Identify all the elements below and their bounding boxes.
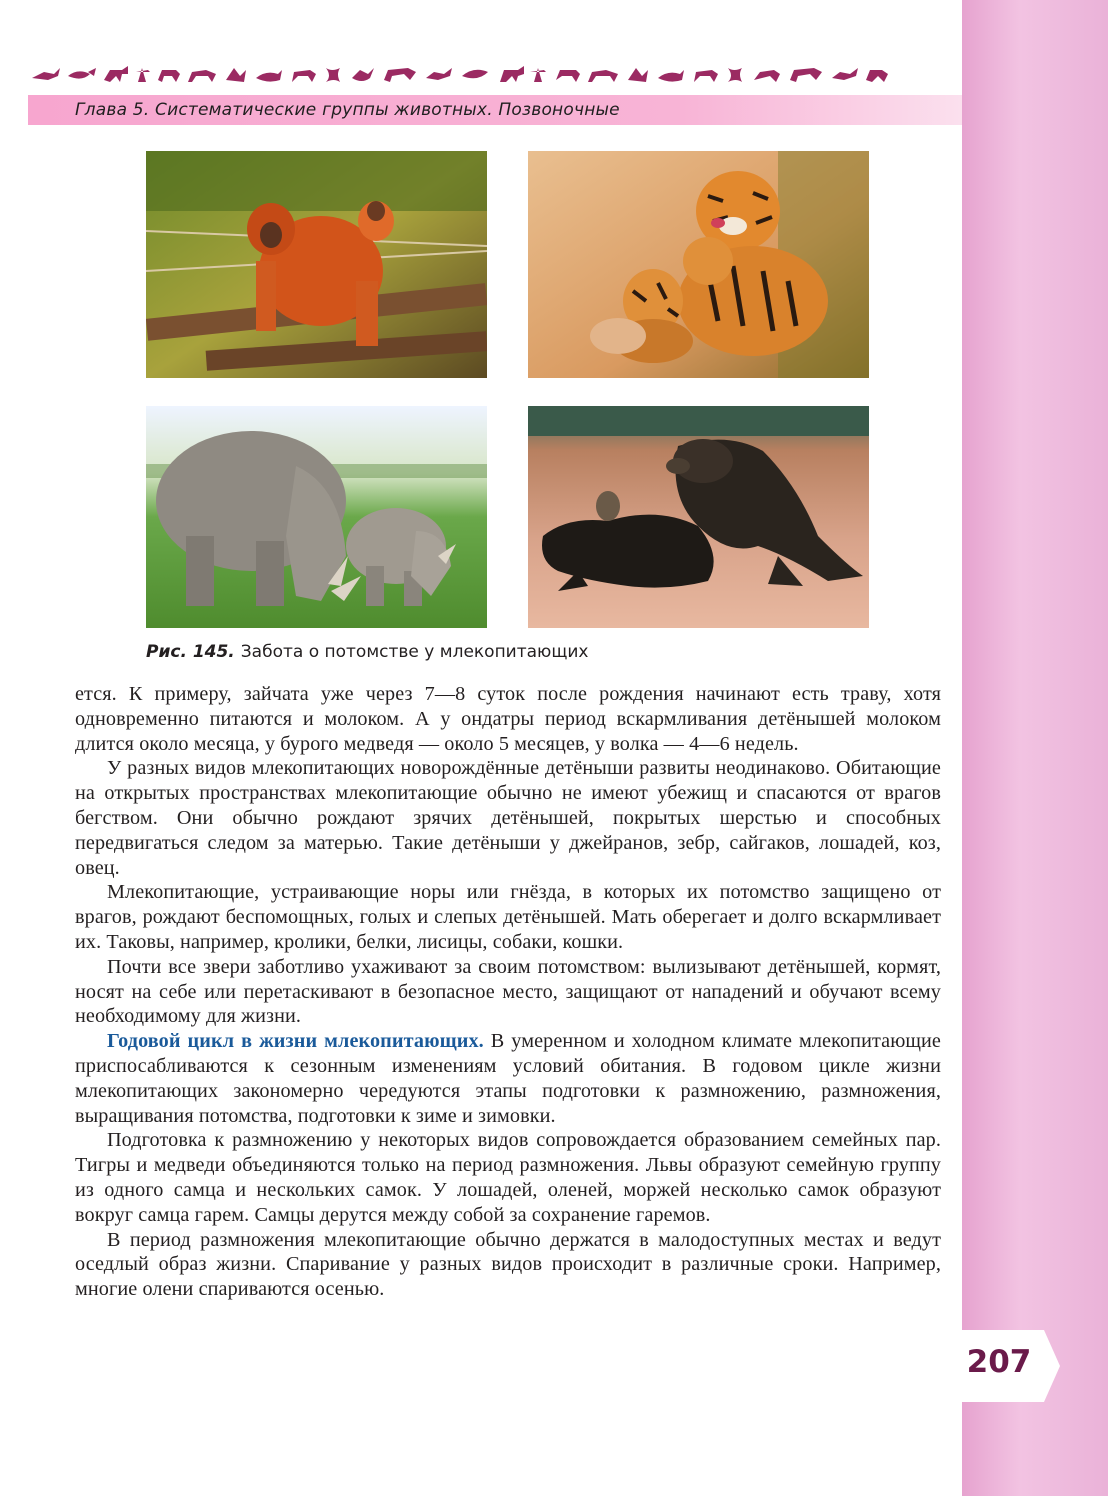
paragraph-4: Почти все звери заботливо ухаживают за своим потомством: вылизывают детёнышей, кормят, носят на себе или перетаскивают в безопасное место, защищают от нападений и обучают всему необходимому для жизни.	[75, 955, 941, 1028]
paragraph-6: Подготовка к размножению у некоторых видов сопровождается образованием семейных пар. Тигры и медведи объединяются только на период размножения. Львы образуют семейную группу из одного самца и нескольких самок. У лошадей, оленей, моржей несколько самок образуют вокруг самца гарем. Самцы дерутся между собой за сохранение гаремов.	[75, 1129, 941, 1226]
paragraph-5-text: В умеренном и холодном климате млекопитающие приспосабливаются к сезонным изменениям условий обитания. В годовом цикле жизни млекопитающих закономерно чередуются этапы подготовки к размножению, размножения, выращивания потомства, подготовки к зиме и зимовки.	[75, 1030, 941, 1127]
paragraph-2: У разных видов млекопитающих новорождённые детёныши развиты неодинаково. Обитающие на открытых пространствах млекопитающие обычно не имеют убежищ и спасаются от врагов бегством. Они обычно рождают зрячих детёнышей, покрытых шерстью и способных передвигаться следом за матерью. Такие детёныши у джейранов, зебр, сайгаков, лошадей, коз, овец.	[75, 757, 941, 879]
paragraph-5	[75, 1029, 941, 1128]
body-text	[75, 682, 941, 1302]
tigers-photo	[528, 151, 869, 378]
paragraph-7: В период размножения млекопитающие обычно держатся в малодоступных местах и ведут оседлый образ жизни. Спаривание у разных видов происходит в различные сроки. Например, многие олени спариваются осенью.	[75, 1228, 941, 1301]
animal-silhouettes-decoration	[30, 60, 890, 90]
page-number: 207	[966, 1344, 1032, 1380]
figure-caption-text: Забота о потомстве у млекопитающих	[240, 642, 589, 662]
sea-lions-photo	[528, 406, 869, 628]
orangutan-photo	[146, 151, 487, 378]
section-heading-annual-cycle: Годовой цикл в жизни млекопитающих.	[107, 1030, 484, 1053]
paragraph-3: Млекопитающие, устраивающие норы или гнёзда, в которых их потомство защищено от врагов, рождают беспомощных, голых и слепых детёнышей. Мать оберегает и долго вскармливает их. Таковы, например, кролики, белки, лисицы, собаки, кошки.	[75, 881, 941, 953]
rhinos-photo	[146, 406, 487, 628]
page-edge-strip	[962, 0, 1108, 1496]
paragraph-1: ется. К примеру, зайчата уже через 7—8 суток после рождения начинают есть траву, хотя одновременно питаются и молоком. А у ондатры период вскармливания детёнышей молоком длится около месяца, у бурого медведя — около 5 месяцев, у волка — 4—6 недель.	[75, 683, 941, 755]
chapter-title: Глава 5. Систематические группы животных. Позвоночные	[75, 100, 620, 120]
figure-caption	[146, 642, 588, 662]
figure-label: Рис. 145.	[146, 642, 235, 662]
